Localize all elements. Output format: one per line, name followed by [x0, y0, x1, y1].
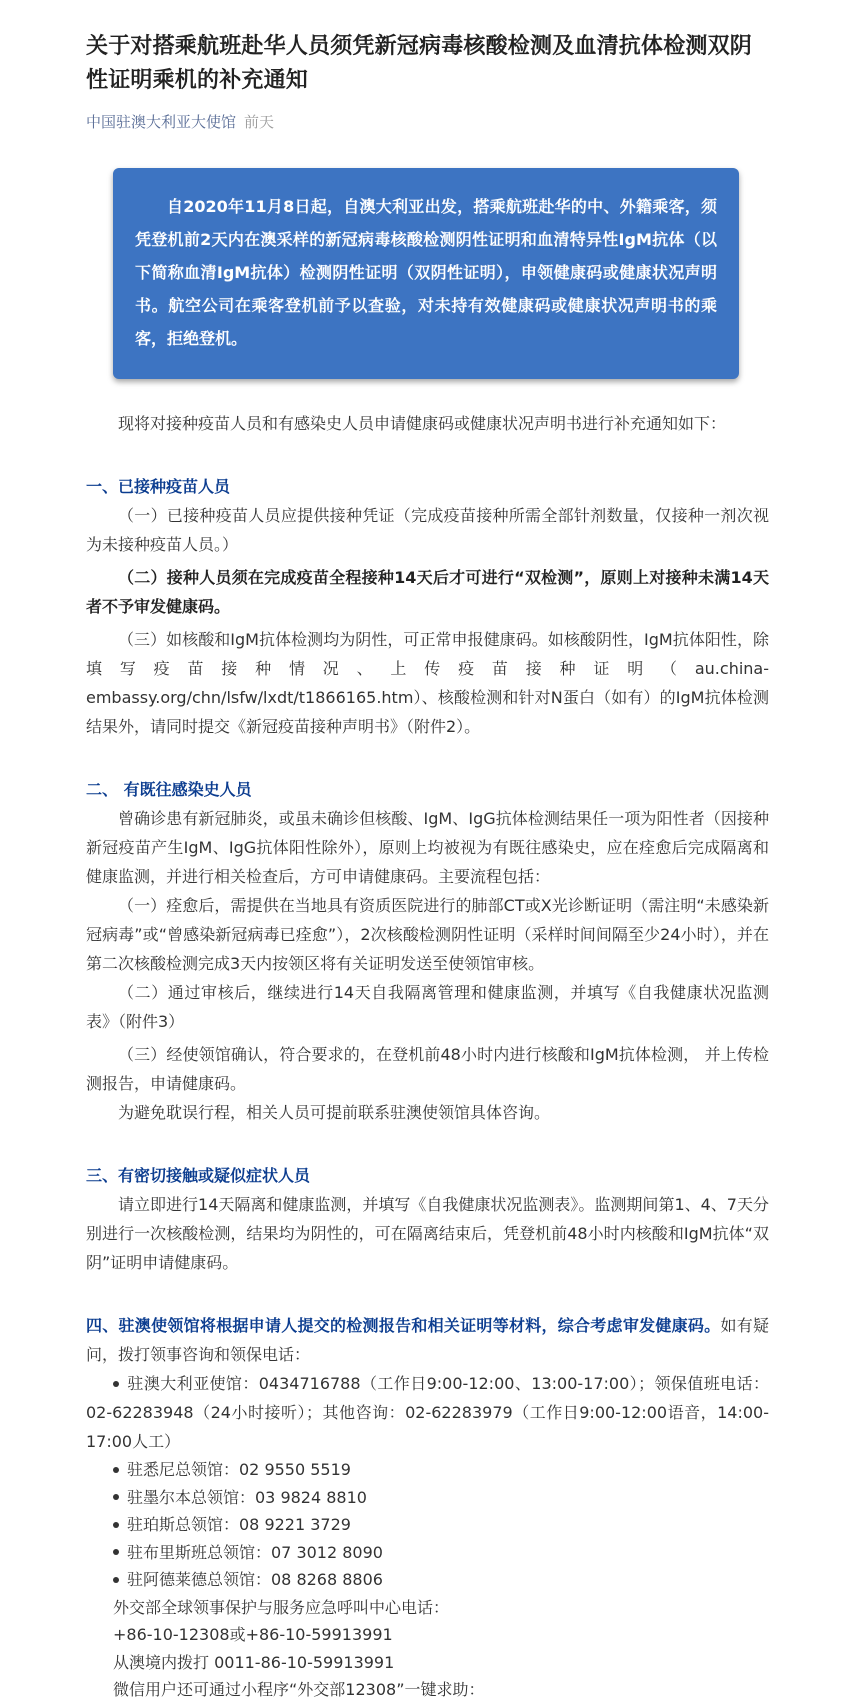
section-1-item-2: （二）接种人员须在完成疫苗全程接种14天后才可进行“双检测”，原则上对接种未满14天者不予审发健康码。 — [86, 568, 769, 616]
section-2-note: 为避免耽误行程，相关人员可提前联系驻澳使领馆具体咨询。 — [118, 1103, 551, 1122]
source-account-link[interactable]: 中国驻澳大利亚大使馆 — [86, 113, 237, 131]
section-1-item-1: （一）已接种疫苗人员应提供接种凭证（完成疫苗接种所需全部针剂数量，仅接种一剂次视为未接种疫苗人员。） — [86, 506, 769, 554]
contact-list — [86, 1369, 769, 1594]
bullet-icon — [113, 1522, 119, 1528]
bullet-icon — [113, 1467, 119, 1473]
section-2-intro: 曾确诊患有新冠肺炎，或虽未确诊但核酸、IgM、IgG抗体检测结果任一项为阳性者（因接种新冠疫苗产生IgM、IgG抗体阳性除外），原则上均被视为有既往感染史，应在痊愈后完成隔离和健康监测，并进行相关检查后，方可申请健康码。主要流程包括： — [86, 809, 769, 886]
section-4-heading: 四、驻澳使领馆将根据申请人提交的检测报告和相关证明等材料，综合考虑审发健康码。 — [86, 1316, 721, 1335]
section-1-heading: 一、已接种疫苗人员 — [86, 477, 231, 496]
contact-text: 驻阿德莱德总领馆：08 8268 8806 — [127, 1570, 383, 1589]
contact-item-melbourne — [86, 1484, 769, 1512]
hotline-label: 外交部全球领事保护与服务应急呼叫中心电话： — [113, 1597, 450, 1617]
contact-item-perth — [86, 1511, 769, 1539]
bullet-icon — [113, 1549, 119, 1555]
contact-text: 驻澳大利亚使馆：0434716788（工作日9:00-12:00、13:00-17:00）；领保值班电话：02-62283948（24小时接听）；其他咨询：02-62283979（工作日9:00-12:00语音，14:00-17:00人工） — [86, 1374, 769, 1451]
hotline-from-australia: 从澳境内拨打 0011-86-10-59913991 — [113, 1652, 395, 1672]
intro-paragraph: 现将对接种疫苗人员和有感染史人员申请健康码或健康状况声明书进行补充通知如下： — [118, 414, 727, 433]
section-4-inquiry-text: 如有疑问，拨打领事咨询和领保电话： — [86, 1316, 769, 1364]
section-4-paragraph — [86, 1311, 769, 1369]
contact-text: 驻悉尼总领馆：02 9550 5519 — [127, 1460, 351, 1479]
article-title: 关于对搭乘航班赴华人员须凭新冠病毒核酸检测及血清抗体检测双阴性证明乘机的补充通知 — [86, 34, 753, 93]
section-2-item-1: （一）痊愈后，需提供在当地具有资质医院进行的肺部CT或X光诊断证明（需注明“未感染新冠病毒”或“曾感染新冠病毒已痊愈”），2次核酸检测阴性证明（采样时间间隔至少24小时），并在第二次核酸检测完成3天内按领区将有关证明发送至使领馆审核。 — [86, 896, 769, 973]
contact-text: 驻布里斯班总领馆：07 3012 8090 — [127, 1542, 383, 1562]
section-1-item-3: （三）如核酸和IgM抗体检测均为阴性，可正常申报健康码。如核酸阴性，IgM抗体阳性，除填写疫苗接种情况、上传疫苗接种证明（au.china-embassy.org/chn/lsfw/lxdt/t1866165.htm）、核酸检测和针对N蛋白（如有）的IgM抗体检测结果外，请同时提交《新冠疫苗接种声明书》（附件2）。 — [86, 630, 769, 736]
contact-item-embassy — [86, 1369, 769, 1456]
bullet-icon — [113, 1381, 119, 1387]
publish-time: 前天 — [244, 113, 275, 131]
bullet-icon — [113, 1494, 119, 1500]
hotline-numbers: +86-10-12308或+86-10-59913991 — [113, 1625, 393, 1644]
section-2-item-3: （三）经使领馆确认，符合要求的，在登机前48小时内进行核酸和IgM抗体检测， 并上传检测报告，申请健康码。 — [86, 1045, 769, 1093]
contact-item-sydney — [86, 1456, 769, 1484]
highlight-callout-box: 自2020年11月8日起，自澳大利亚出发，搭乘航班赴华的中、外籍乘客，须凭登机前2天内在澳采样的新冠病毒核酸检测阴性证明和血清特异性IgM抗体（以下简称血清IgM抗体）检测阴性证明（双阴性证明），申领健康码或健康状况声明书。航空公司在乘客登机前予以查验，对未持有效健康码或健康状况声明书的乘客，拒绝登机。 — [113, 168, 739, 379]
article-meta — [86, 112, 769, 132]
wechat-help-text: 微信用户还可通过小程序“外交部12308”一键求助： — [113, 1680, 485, 1699]
bullet-icon — [113, 1577, 119, 1583]
contact-text: 驻墨尔本总领馆：03 9824 8810 — [127, 1487, 367, 1507]
section-2-item-2: （二）通过审核后，继续进行14天自我隔离管理和健康监测，并填写《自我健康状况监测表》（附件3） — [86, 983, 769, 1031]
section-3-heading: 三、有密切接触或疑似症状人员 — [86, 1166, 311, 1185]
contact-item-brisbane — [86, 1539, 769, 1567]
contact-text: 驻珀斯总领馆：08 9221 3729 — [127, 1515, 351, 1534]
section-3-body: 请立即进行14天隔离和健康监测，并填写《自我健康状况监测表》。监测期间第1、4、7天分别进行一次核酸检测，结果均为阴性的，可在隔离结束后，凭登机前48小时内核酸和IgM抗体“双阴”证明申请健康码。 — [86, 1195, 769, 1272]
section-2-heading: 二、 有既往感染史人员 — [86, 780, 252, 799]
contact-item-adelaide — [86, 1566, 769, 1594]
